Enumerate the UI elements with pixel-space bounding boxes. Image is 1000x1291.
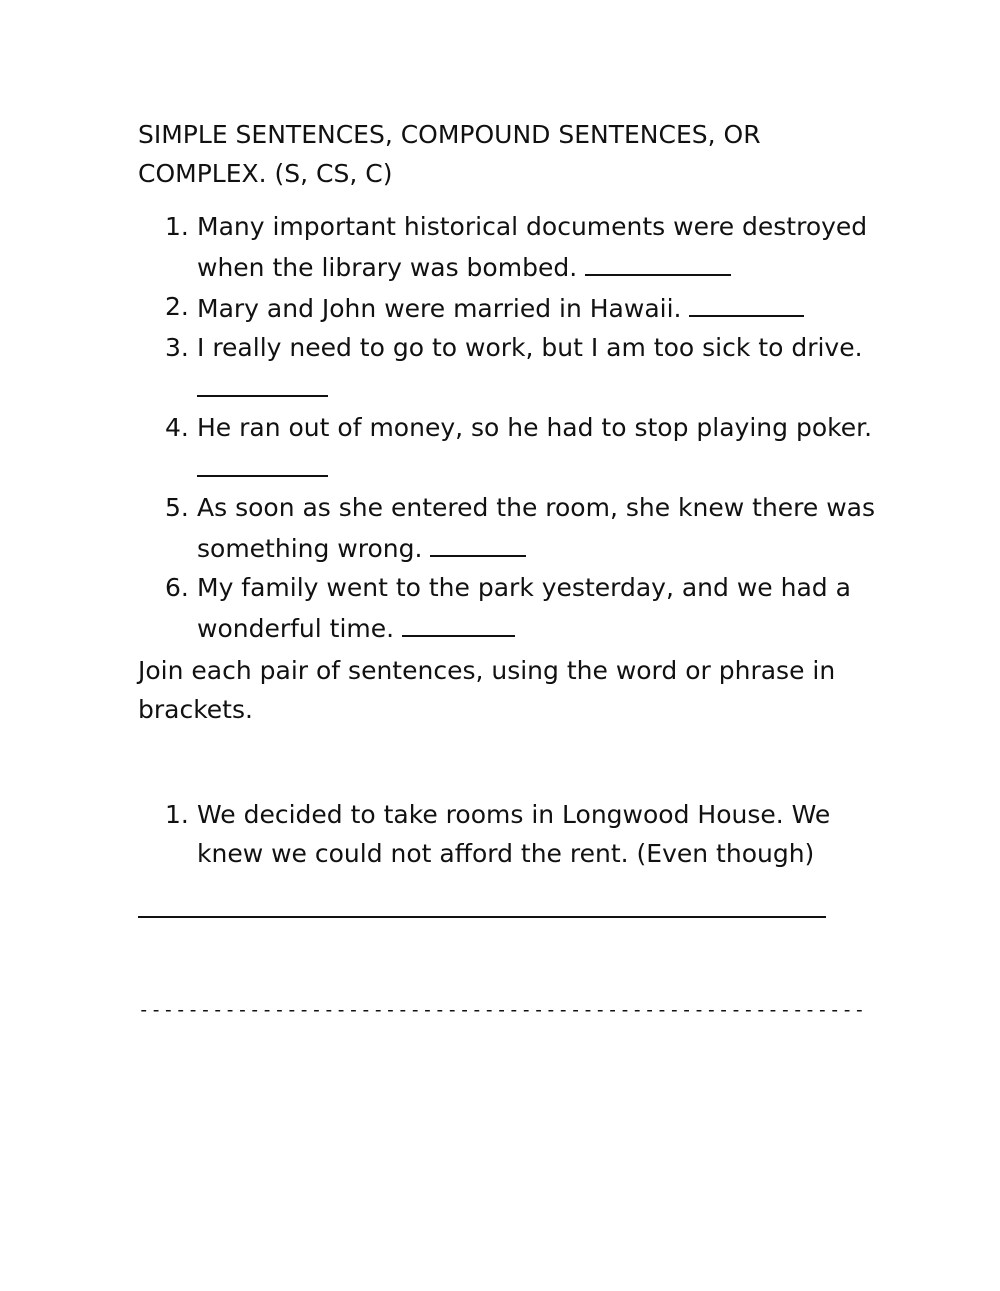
question-number: 1. <box>165 800 189 829</box>
list-item <box>165 795 885 873</box>
answer-blank[interactable] <box>430 527 526 557</box>
question-number: 1. <box>165 212 189 241</box>
question-number: 6. <box>165 573 189 602</box>
list-item <box>165 207 885 287</box>
answer-blank[interactable] <box>689 287 804 317</box>
answer-blank[interactable] <box>197 447 328 477</box>
question-text: As soon as she entered the room, she knew there was something wrong. <box>197 493 876 563</box>
list-item <box>165 287 885 328</box>
answer-blank[interactable] <box>585 246 731 276</box>
question-text: He ran out of money, so he had to stop playing poker. <box>197 413 873 442</box>
question-number: 5. <box>165 493 189 522</box>
classify-question-list <box>165 207 885 648</box>
question-text: Many important historical documents were destroyed when the library was bombed. <box>197 212 868 282</box>
list-item <box>165 488 885 568</box>
question-number: 3. <box>165 333 189 362</box>
question-number: 2. <box>165 292 189 321</box>
question-text: I really need to go to work, but I am too sick to drive. <box>197 333 863 362</box>
worksheet-heading: SIMPLE SENTENCES, COMPOUND SENTENCES, OR COMPLEX. (S, CS, C) <box>138 120 761 188</box>
answer-blank[interactable] <box>402 607 515 637</box>
list-item <box>165 408 885 488</box>
dashed-answer-line: ----------------------------------------------------------- <box>138 999 866 1021</box>
question-text: Mary and John were married in Hawaii. <box>197 294 682 323</box>
question-text: My family went to the park yesterday, and we had a wonderful time. <box>197 573 851 643</box>
join-instruction: Join each pair of sentences, using the word or phrase in brackets. <box>138 656 836 724</box>
join-question-list <box>165 795 885 873</box>
list-item <box>165 568 885 648</box>
question-text: We decided to take rooms in Longwood House. We knew we could not afford the rent. (Even though) <box>197 800 831 868</box>
answer-line[interactable] <box>138 916 826 918</box>
question-number: 4. <box>165 413 189 442</box>
list-item <box>165 328 885 408</box>
answer-blank[interactable] <box>197 367 328 397</box>
